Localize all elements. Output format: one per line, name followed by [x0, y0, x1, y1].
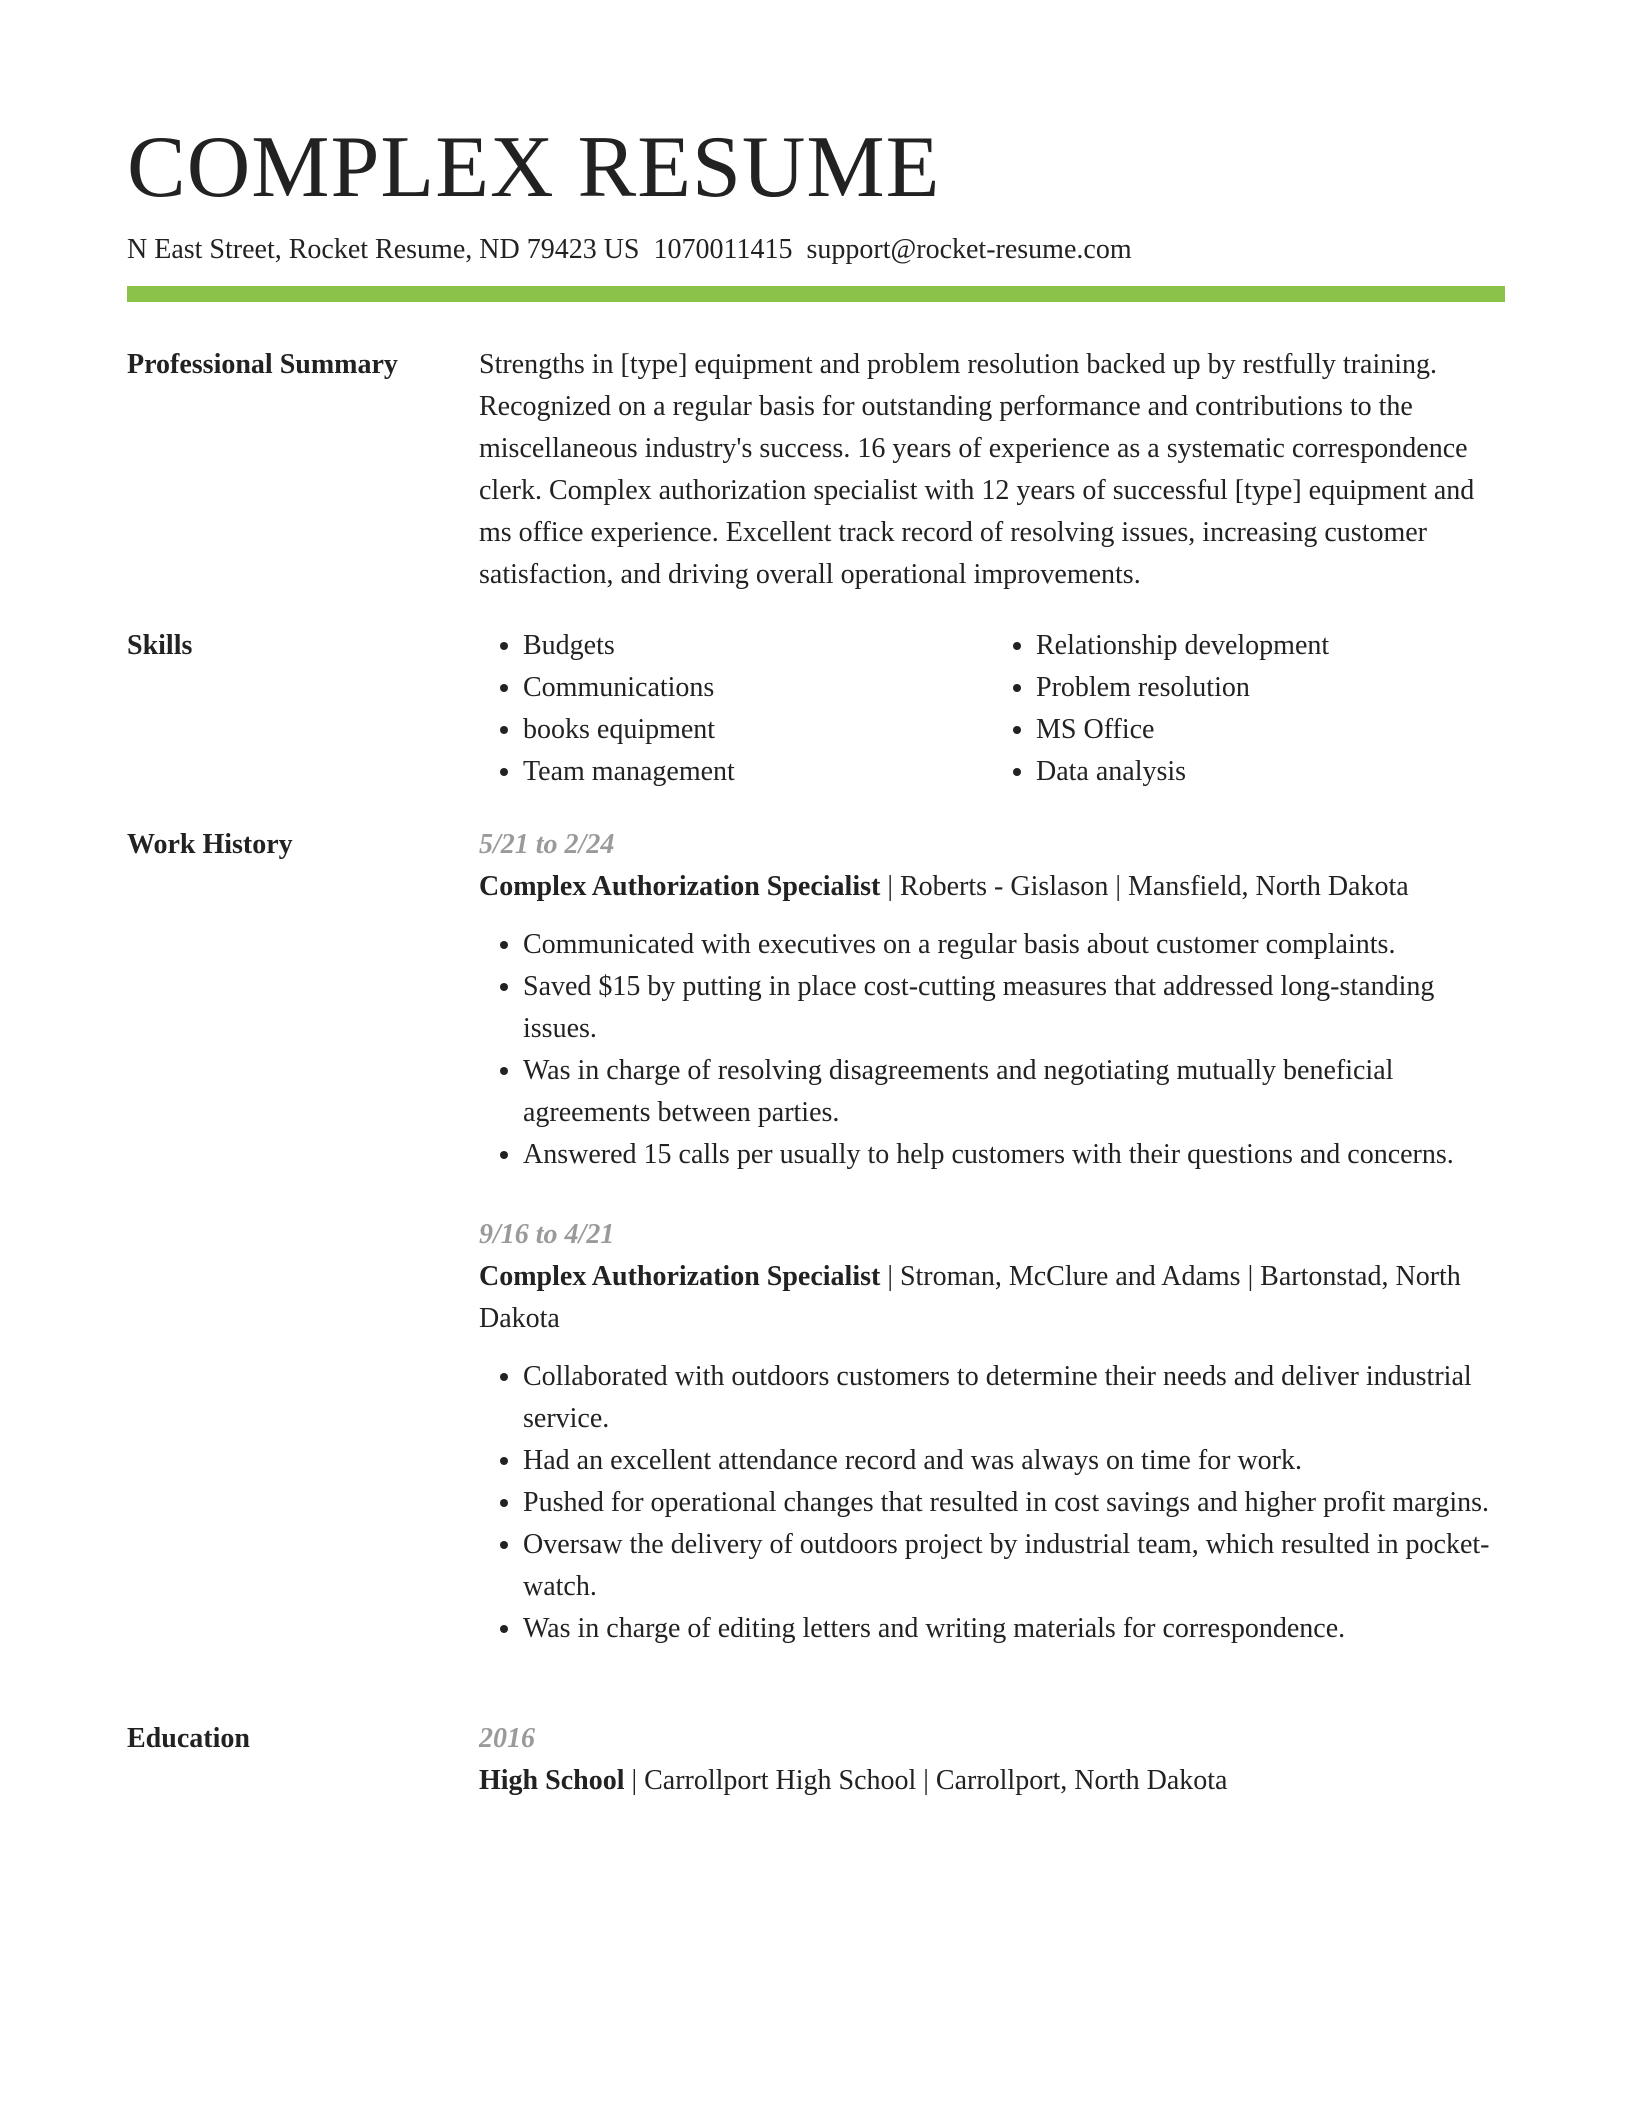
skill-item: • Relationship development: [1036, 625, 1505, 667]
job-heading: [479, 866, 1505, 908]
job-bullets: [479, 924, 1505, 1176]
skill-item: • Team management: [523, 751, 992, 793]
skills-body: [479, 625, 1505, 793]
job-title: Complex Authorization Specialist: [479, 871, 881, 902]
job-bullet: • Pushed for operational changes that resulted in cost savings and higher profit margins.: [523, 1482, 1505, 1524]
job-bullet: • Answered 15 calls per usually to help customers with their questions and concerns.: [523, 1134, 1505, 1176]
contact-email[interactable]: support@rocket-resume.com: [806, 234, 1132, 265]
work-body: [479, 824, 1505, 1650]
job-dates: 5/21 to 2/24: [479, 829, 615, 860]
job-bullet: • Had an excellent attendance record and was always on time for work.: [523, 1440, 1505, 1482]
job-entry: [479, 1214, 1505, 1650]
section-label-skills: Skills: [127, 630, 193, 661]
job-bullet: • Collaborated with outdoors customers to determine their needs and deliver industrial service.: [523, 1356, 1505, 1440]
resume-name: COMPLEX RESUME: [127, 119, 941, 216]
education-heading: [479, 1760, 1505, 1802]
job-bullets: [479, 1356, 1505, 1650]
skill-item: • books equipment: [523, 709, 992, 751]
job-bullet: • Was in charge of editing letters and writing materials for correspondence.: [523, 1608, 1505, 1650]
skill-item: • Data analysis: [1036, 751, 1505, 793]
skills-list-left: [479, 625, 992, 793]
summary-text: Strengths in [type] equipment and problem resolution backed up by restfully training. Recognized on a regular basis for outstanding performance and contributions to the miscellaneous industry's success. 16 years of experience as a systematic correspondence clerk. Complex authorization specialist with 12 years of successful [type] equipment and ms office experience. Excellent track record of resolving issues, increasing customer satisfaction, and driving overall operational improvements.: [479, 349, 1475, 590]
section-label-work: Work History: [127, 829, 293, 860]
job-details: | Stroman, McClure and Adams | Bartonstad, North Dakota: [479, 1261, 1461, 1334]
education-degree: High School: [479, 1765, 625, 1796]
skill-item: • MS Office: [1036, 709, 1505, 751]
job-bullet: • Saved $15 by putting in place cost-cutting measures that addressed long-standing issues.: [523, 966, 1505, 1050]
contact-address: N East Street, Rocket Resume, ND 79423 US: [127, 234, 640, 265]
section-label-summary: Professional Summary: [127, 349, 398, 380]
skills-list-right: [992, 625, 1505, 793]
education-body: [479, 1718, 1505, 1802]
job-details: | Roberts - Gislason | Mansfield, North Dakota: [880, 871, 1409, 902]
job-heading: [479, 1256, 1505, 1340]
job-title: Complex Authorization Specialist: [479, 1261, 881, 1292]
education-details: | Carrollport High School | Carrollport, North Dakota: [624, 1765, 1228, 1796]
accent-divider: [127, 286, 1505, 302]
contact-line: [127, 230, 1132, 270]
education-year: 2016: [479, 1723, 535, 1754]
job-dates: 9/16 to 4/21: [479, 1219, 615, 1250]
skill-item: • Budgets: [523, 625, 992, 667]
summary-body: [479, 344, 1505, 596]
job-bullet: • Oversaw the delivery of outdoors project by industrial team, which resulted in pocket-watch.: [523, 1524, 1505, 1608]
job-bullet: • Was in charge of resolving disagreements and negotiating mutually beneficial agreements between parties.: [523, 1050, 1505, 1134]
skill-item: • Problem resolution: [1036, 667, 1505, 709]
skills-columns: [479, 625, 1505, 793]
section-label-education: Education: [127, 1723, 250, 1754]
contact-phone: 1070011415: [653, 234, 793, 265]
job-bullet: • Communicated with executives on a regular basis about customer complaints.: [523, 924, 1505, 966]
skill-item: • Communications: [523, 667, 992, 709]
job-entry: [479, 824, 1505, 1176]
